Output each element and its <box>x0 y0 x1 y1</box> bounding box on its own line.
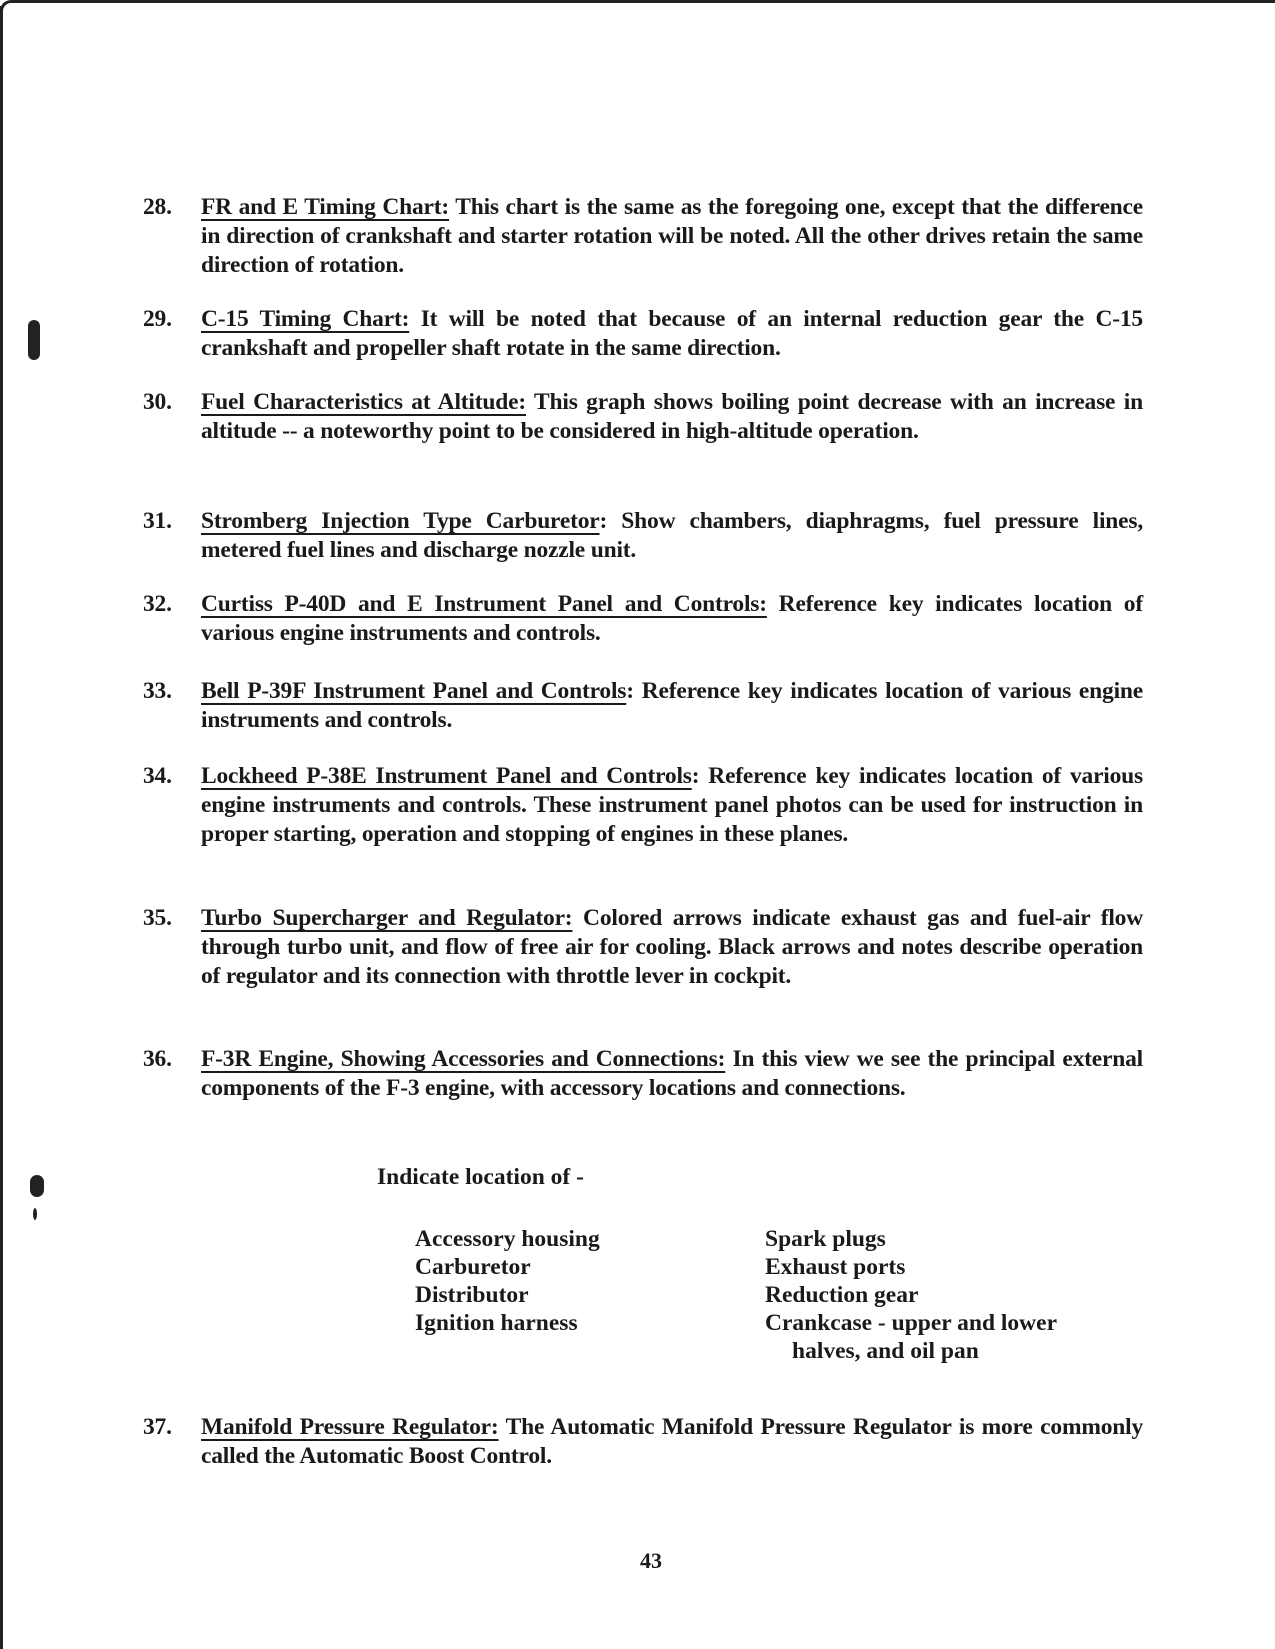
list-item-30 <box>143 388 1143 446</box>
item-number: 28. <box>143 194 172 220</box>
item-body: : Reference key indicates location of various engine instruments and controls. These instrument panel photos can be used for instruction in proper starting, operation and stopping of engines in these planes. <box>201 763 1143 847</box>
item-number: 30. <box>143 389 172 415</box>
location-item: Accessory housing <box>415 1226 600 1252</box>
location-item: Carburetor <box>415 1254 531 1280</box>
item-number: 34. <box>143 763 172 789</box>
item-number: 35. <box>143 905 172 931</box>
item-title: F-3R Engine, Showing Accessories and Connections: <box>201 1046 726 1072</box>
location-item: Distributor <box>415 1282 529 1308</box>
scan-artifact <box>28 320 40 360</box>
list-item-37 <box>143 1413 1143 1471</box>
item-body: The Automatic Manifold Pressure Regulator is more commonly called the Automatic Boost Control. <box>201 1414 1143 1469</box>
item-title: Manifold Pressure Regulator: <box>201 1414 499 1440</box>
item-title: Bell P-39F Instrument Panel and Controls <box>201 678 627 704</box>
item-number: 32. <box>143 591 172 617</box>
page-number: 43 <box>640 1548 662 1573</box>
item-body: : Show chambers, diaphragms, fuel pressure lines, metered fuel lines and discharge nozzle unit. <box>201 508 1143 563</box>
item-title: Fuel Characteristics at Altitude: <box>201 389 526 415</box>
item-body: This graph shows boiling point decrease with an increase in altitude -- a noteworthy point to be considered in high-altitude operation. <box>201 389 1143 444</box>
item-body: : Reference key indicates location of various engine instruments and controls. <box>201 678 1143 733</box>
item-number: 29. <box>143 306 172 332</box>
list-item-31 <box>143 507 1143 565</box>
item-body: Reference key indicates location of various engine instruments and controls. <box>201 591 1143 646</box>
item-title: Lockheed P-38E Instrument Panel and Controls <box>201 763 692 789</box>
location-item: Spark plugs <box>765 1226 886 1252</box>
page-edge-top <box>0 0 1275 11</box>
list-item-36 <box>143 1045 1143 1103</box>
locations-left-column <box>415 1225 600 1337</box>
item-number: 33. <box>143 678 172 704</box>
location-item-continued: halves, and oil pan <box>792 1338 979 1364</box>
location-item: Ignition harness <box>415 1310 578 1336</box>
locations-right-column <box>765 1225 1057 1365</box>
item-body: It will be noted that because of an internal reduction gear the C-15 crankshaft and propeller shaft rotate in the same direction. <box>201 306 1143 361</box>
location-item: Crankcase - upper and lower <box>765 1310 1058 1336</box>
list-item-32 <box>143 590 1143 648</box>
item-title: Curtiss P-40D and E Instrument Panel and Controls: <box>201 591 767 617</box>
scan-artifact <box>30 1175 44 1197</box>
list-item-34 <box>143 762 1143 849</box>
page-edge-left <box>0 6 3 1649</box>
location-item: Exhaust ports <box>765 1254 906 1280</box>
item-number: 37. <box>143 1414 172 1440</box>
scan-artifact <box>33 1208 37 1220</box>
list-item-35 <box>143 904 1143 991</box>
item-body: In this view we see the principal external components of the F-3 engine, with accessory locations and connections. <box>201 1046 1143 1101</box>
item-title: FR and E Timing Chart: <box>201 194 450 220</box>
list-item-33 <box>143 677 1143 735</box>
locations-heading: Indicate location of - <box>377 1164 584 1190</box>
list-item-28 <box>143 193 1143 280</box>
item-number: 31. <box>143 508 172 534</box>
list-item-29 <box>143 305 1143 363</box>
item-body: Colored arrows indicate exhaust gas and fuel-air flow through turbo unit, and flow of free air for cooling. Black arrows and notes describe operation of regulator and its connection with throttle lever in cockpit. <box>201 905 1143 989</box>
item-body: This chart is the same as the foregoing one, except that the difference in direction of crankshaft and starter rotation will be noted. All the other drives retain the same direction of rotation. <box>201 194 1144 278</box>
item-title: Stromberg Injection Type Carburetor <box>201 508 600 534</box>
item-title: Turbo Supercharger and Regulator: <box>201 905 573 931</box>
location-item: Reduction gear <box>765 1282 919 1308</box>
item-number: 36. <box>143 1046 172 1072</box>
item-title: C-15 Timing Chart: <box>201 306 410 332</box>
